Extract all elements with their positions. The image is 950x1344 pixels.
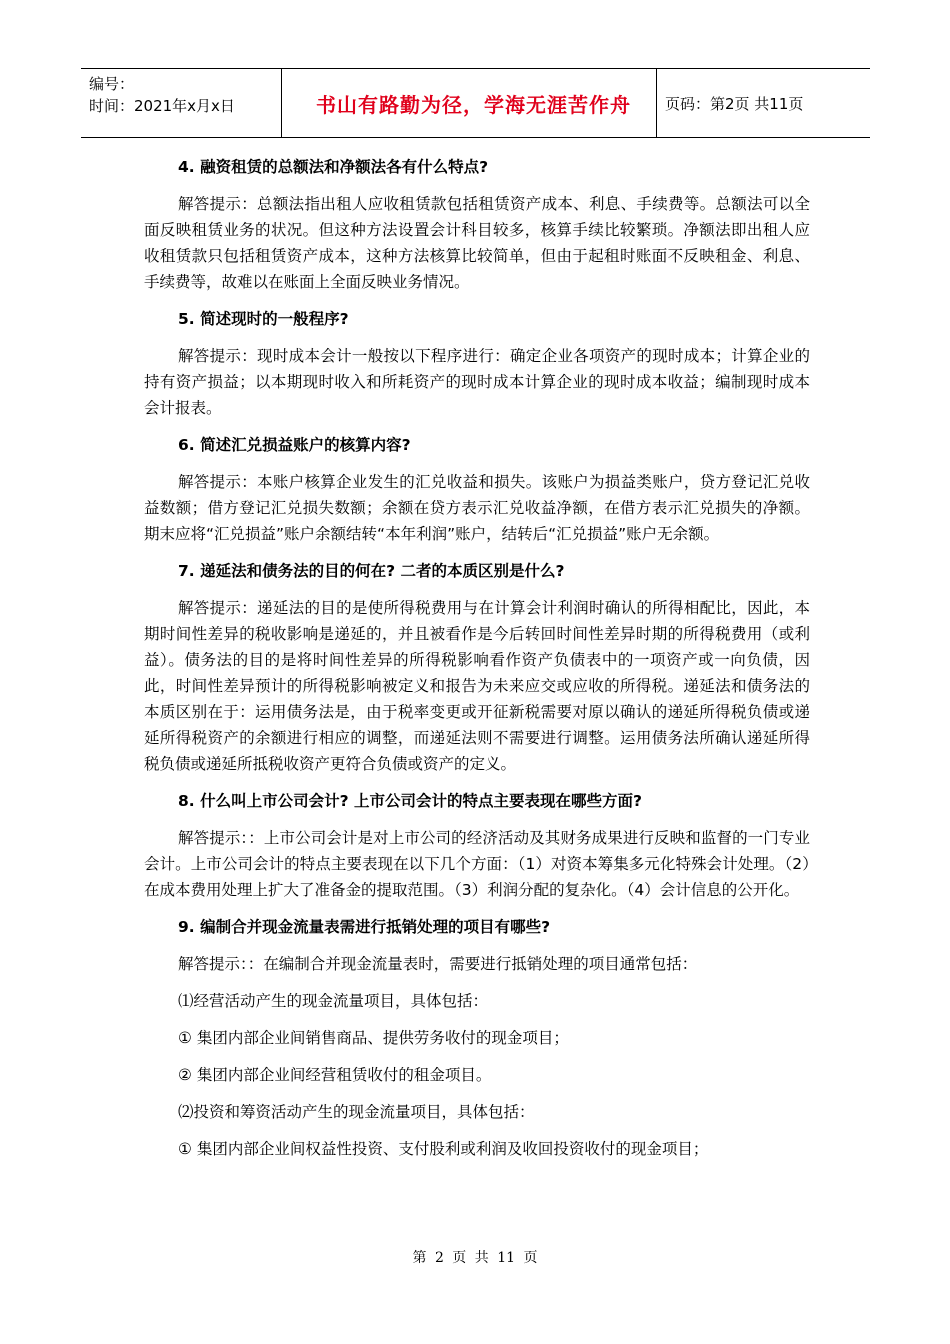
question-heading: 6. 简述汇兑损益账户的核算内容? xyxy=(178,436,411,454)
answer-paragraph: 解答提示：现时成本会计一般按以下程序进行：确定企业各项资产的现时成本；计算企业的持有资产损益；以本期现时收入和所耗资产的现时成本计算企业的现时成本收益；编制现时成本会计报表。 xyxy=(144,347,810,417)
answer-paragraph: 解答提示：：在编制合并现金流量表时，需要进行抵销处理的项目通常包括： xyxy=(178,955,698,973)
answer-paragraph: ① 集团内部企业间权益性投资、支付股利或利润及收回投资收付的现金项目； xyxy=(178,1140,709,1158)
qa-section xyxy=(144,433,810,547)
answer-paragraph: ⑵投资和筹资活动产生的现金流量项目，具体包括： xyxy=(178,1103,535,1121)
header-meta xyxy=(89,73,235,117)
question-heading: 9. 编制合并现金流量表需进行抵销处理的项目有哪些? xyxy=(178,918,551,936)
answer-paragraph: 解答提示：总额法指出租人应收租赁款包括租赁资产成本、利息、手续费等。总额法可以全面反映租赁业务的状况。但这种方法设置会计科目较多，核算手续比较繁琐。净额法即出租人应收租赁款只包括租赁资产成本，这种方法核算比较简单，但由于起租时账面不反映租金、利息、手续费等，故难以在账面上全面反映业务情况。 xyxy=(144,195,810,291)
question-heading: 4. 融资租赁的总额法和净额法各有什么特点? xyxy=(178,158,489,176)
question-heading: 5. 简述现时的一般程序? xyxy=(178,310,349,328)
document-number-label: 编号： xyxy=(89,75,135,93)
answer-paragraph: 解答提示：本账户核算企业发生的汇兑收益和损失。该账户为损益类账户，贷方登记汇兑收益数额；借方登记汇兑损失数额；余额在贷方表示汇兑收益净额，在借方表示汇兑损失的净额。期末应将“汇兑损益”账户余额结转“本年利润”账户，结转后“汇兑损益”账户无余额。 xyxy=(144,473,810,543)
answer-paragraph: ② 集团内部企业间经营租赁收付的租金项目。 xyxy=(178,1066,492,1084)
answer-paragraph: 解答提示：：上市公司会计是对上市公司的经济活动及其财务成果进行反映和监督的一门专业会计。上市公司会计的特点主要表现在以下几个方面：（1）对资本筹集多元化特殊会计处理。（2）在成本费用处理上扩大了准备金的提取范围。（3）利润分配的复杂化。（4）会计信息的公开化。 xyxy=(144,829,810,899)
qa-section xyxy=(144,915,810,1162)
header-motto: 书山有路勤为径，学海无涯苦作舟 xyxy=(316,92,631,117)
answer-paragraph: ① 集团内部企业间销售商品、提供劳务收付的现金项目； xyxy=(178,1029,569,1047)
answer-paragraph: 解答提示：递延法的目的是使所得税费用与在计算会计利润时确认的所得相配比，因此，本期时间性差异的税收影响是递延的，并且被看作是今后转回时间性差异时期的所得税费用（或利益）。债务法的目的是将时间性差异的所得税影响看作资产负债表中的一项资产或一向负债，因此，时间性差异预计的所得税影响被定义和报告为未来应交或应收的所得税。递延法和债务法的本质区别在于：运用债务法是，由于税率变更或开征新税需要对原以确认的递延所得税负债或递延所得税资产的余额进行相应的调整，而递延法则不需要进行调整。运用债务法所确认递延所得税负债或递延所抵税收资产更符合负债或资产的定义。 xyxy=(144,599,810,773)
question-heading: 7. 递延法和债务法的目的何在? 二者的本质区别是什么? xyxy=(178,562,565,580)
qa-section xyxy=(144,559,810,777)
qa-section xyxy=(144,155,810,295)
document-date: 时间：2021年x月x日 xyxy=(89,97,235,115)
answer-paragraph: ⑴经营活动产生的现金流量项目，具体包括： xyxy=(178,992,489,1010)
qa-section xyxy=(144,789,810,903)
qa-section xyxy=(144,307,810,421)
header-page-info: 页码：第2页 共11页 xyxy=(665,95,804,113)
page-header xyxy=(81,68,870,138)
question-heading: 8. 什么叫上市公司会计? 上市公司会计的特点主要表现在哪些方面? xyxy=(178,792,642,810)
header-divider xyxy=(281,69,282,137)
document-body xyxy=(144,155,810,1173)
page-footer: 第 2 页 共 11 页 xyxy=(412,1250,538,1266)
